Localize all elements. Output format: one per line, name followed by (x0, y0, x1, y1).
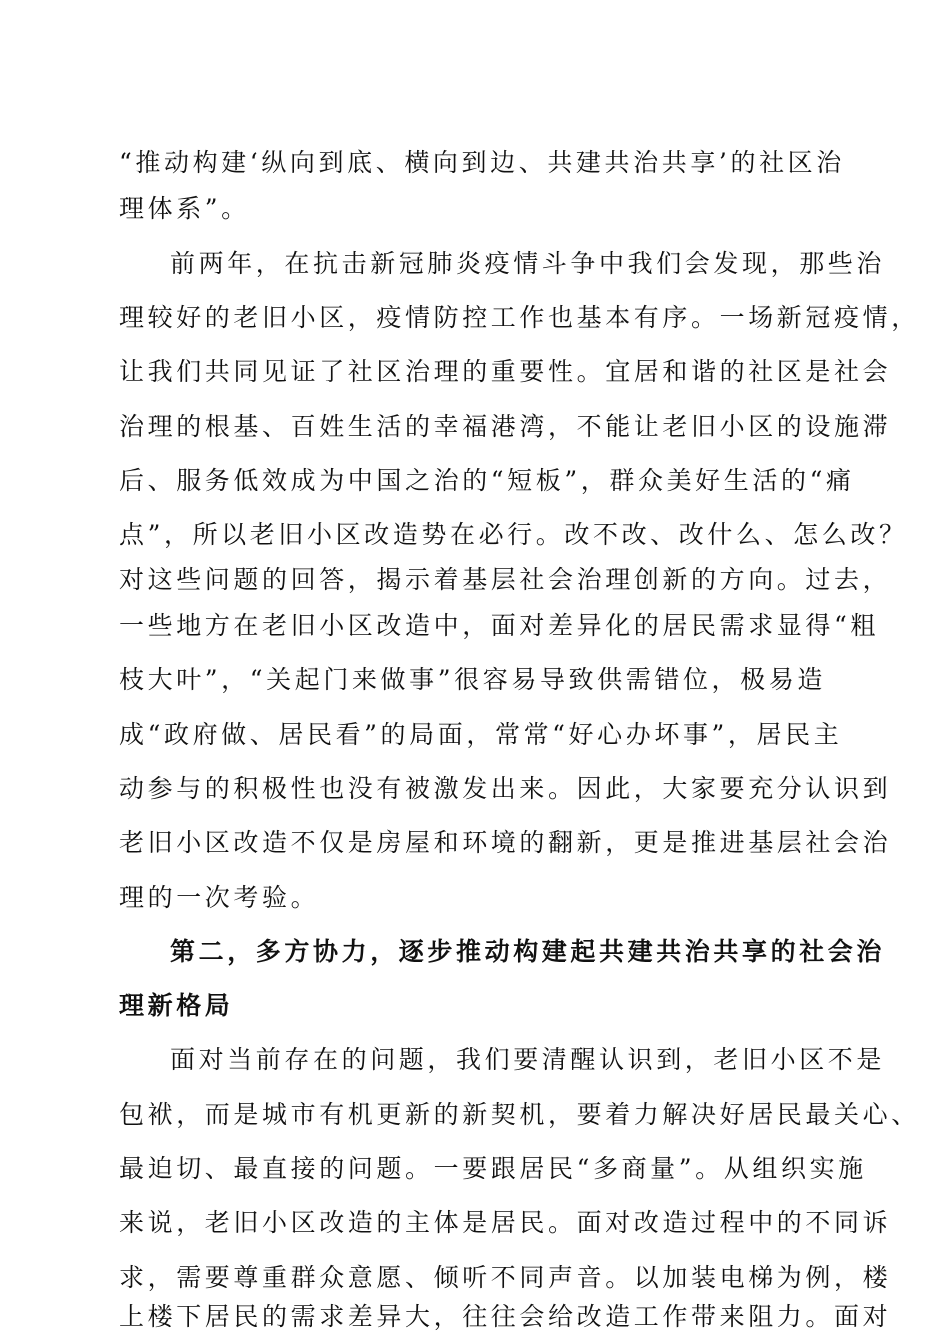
text-line: 动参与的积极性也没有被激发出来。因此，大家要充分认识到 (119, 774, 892, 803)
section-heading: 理新格局 (119, 991, 234, 1020)
text-line: 理较好的老旧小区，疫情防控工作也基本有序。一场新冠疫情， (119, 303, 920, 332)
text-line: 理的一次考验。 (119, 883, 320, 912)
text-line: 前两年，在抗击新冠肺炎疫情斗争中我们会发现，那些治 (170, 249, 886, 278)
text-line: 求，需要尊重群众意愿、倾听不同声音。以加装电梯为例，楼 (119, 1263, 892, 1292)
section-heading: 第二，多方协力，逐步推动构建起共建共治共享的社会治 (170, 937, 886, 966)
text-line: 后、服务低效成为中国之治的“短板”，群众美好生活的“痛 (119, 466, 855, 495)
text-line: 成“政府做、居民看”的局面，常常“好心办坏事”，居民主 (119, 720, 843, 749)
text-line: 来说，老旧小区改造的主体是居民。面对改造过程中的不同诉 (119, 1208, 892, 1237)
text-line: 治理的根基、百姓生活的幸福港湾，不能让老旧小区的设施滞 (119, 412, 892, 441)
text-line: 老旧小区改造不仅是房屋和环境的翻新，更是推进基层社会治 (119, 828, 892, 857)
text-line: 最迫切、最直接的问题。一要跟居民“多商量”。从组织实施 (119, 1154, 867, 1183)
text-line: 一些地方在老旧小区改造中，面对差异化的居民需求显得“粗 (119, 611, 879, 640)
text-line: 理体系”。 (119, 194, 250, 223)
text-line: 让我们共同见证了社区治理的重要性。宜居和谐的社区是社会 (119, 357, 892, 386)
text-line: “推动构建‘纵向到底、横向到边、共建共治共享’的社区治 (119, 148, 845, 177)
text-line: 包袱，而是城市有机更新的新契机，要着力解决好居民最关心、 (119, 1100, 920, 1129)
text-line: 枝大叶”，“关起门来做事”很容易导致供需错位，极易造 (119, 665, 826, 694)
text-line: 对这些问题的回答，揭示着基层社会治理创新的方向。过去， (119, 565, 892, 594)
text-line: 上楼下居民的需求差异大，往往会给改造工作带来阻力。面对 (119, 1302, 892, 1331)
text-line: 面对当前存在的问题，我们要清醒认识到，老旧小区不是 (170, 1045, 886, 1074)
text-line: 点”，所以老旧小区改造势在必行。改不改、改什么、怎么改？ (119, 520, 908, 549)
